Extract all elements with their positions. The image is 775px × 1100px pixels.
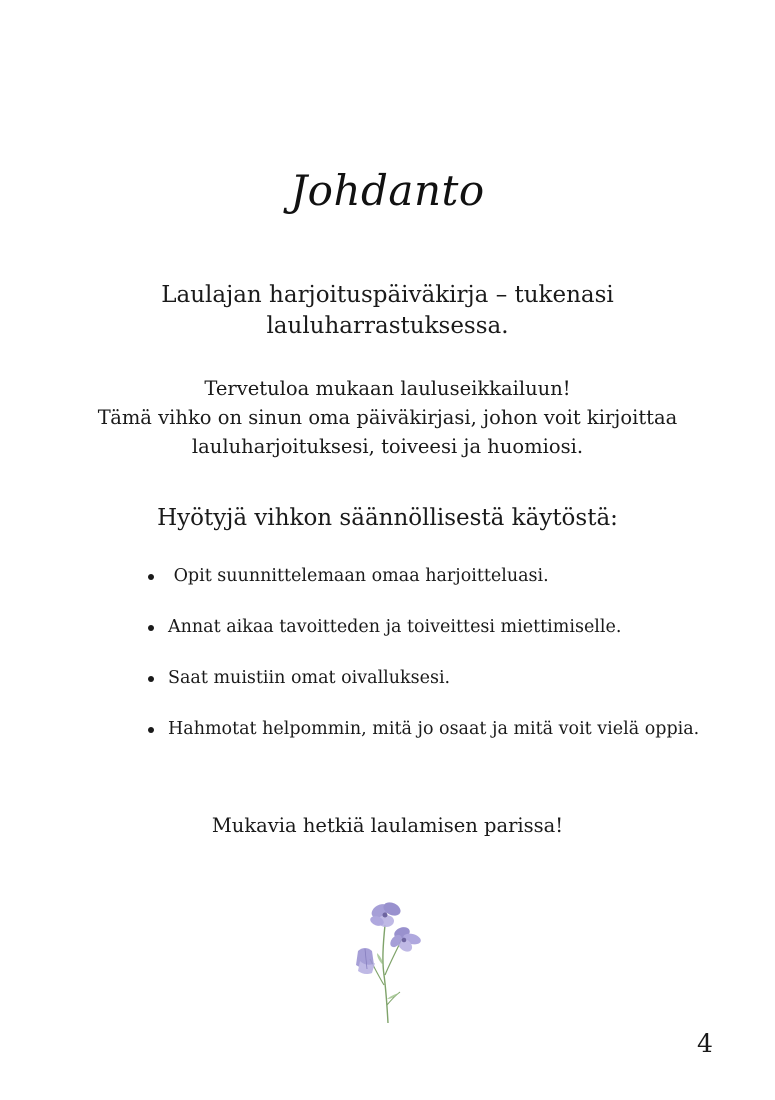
intro-line-1: Tervetuloa mukaan lauluseikkailuun! bbox=[204, 377, 571, 400]
page-subtitle: Laulajan harjoituspäiväkirja – tukenasi lauluharrastuksessa. bbox=[161, 282, 614, 339]
benefit-text: Opit suunnittelemaan omaa harjoitteluasi. bbox=[168, 566, 549, 586]
benefits-list bbox=[148, 564, 748, 768]
list-item bbox=[148, 717, 748, 768]
closing-text: Mukavia hetkiä laulamisen parissa! bbox=[211, 814, 564, 837]
bellflower-illustration-icon bbox=[350, 895, 430, 1025]
bullet-icon bbox=[148, 574, 154, 580]
list-item bbox=[148, 615, 748, 666]
benefit-text: Hahmotat helpommin, mitä jo osaat ja mitä voit vielä oppia. bbox=[168, 719, 700, 739]
bullet-icon bbox=[148, 676, 154, 682]
intro-line-2: Tämä vihko on sinun oma päiväkirjasi, johon voit kirjoittaa lauluharjoituksesi, toiveesi ja huomiosi. bbox=[97, 406, 678, 458]
bullet-icon bbox=[148, 625, 154, 631]
bullet-icon bbox=[148, 727, 154, 733]
benefits-heading: Hyötyjä vihkon säännöllisestä käytöstä: bbox=[157, 505, 618, 531]
benefit-text: Saat muistiin omat oivalluksesi. bbox=[168, 668, 451, 688]
benefit-text: Annat aikaa tavoitteden ja toiveittesi miettimiselle. bbox=[168, 617, 622, 637]
list-item bbox=[148, 666, 748, 717]
page-number: 4 bbox=[697, 1029, 713, 1058]
intro-text bbox=[60, 374, 715, 461]
list-item bbox=[148, 564, 748, 615]
page-title: Johdanto bbox=[290, 166, 485, 215]
